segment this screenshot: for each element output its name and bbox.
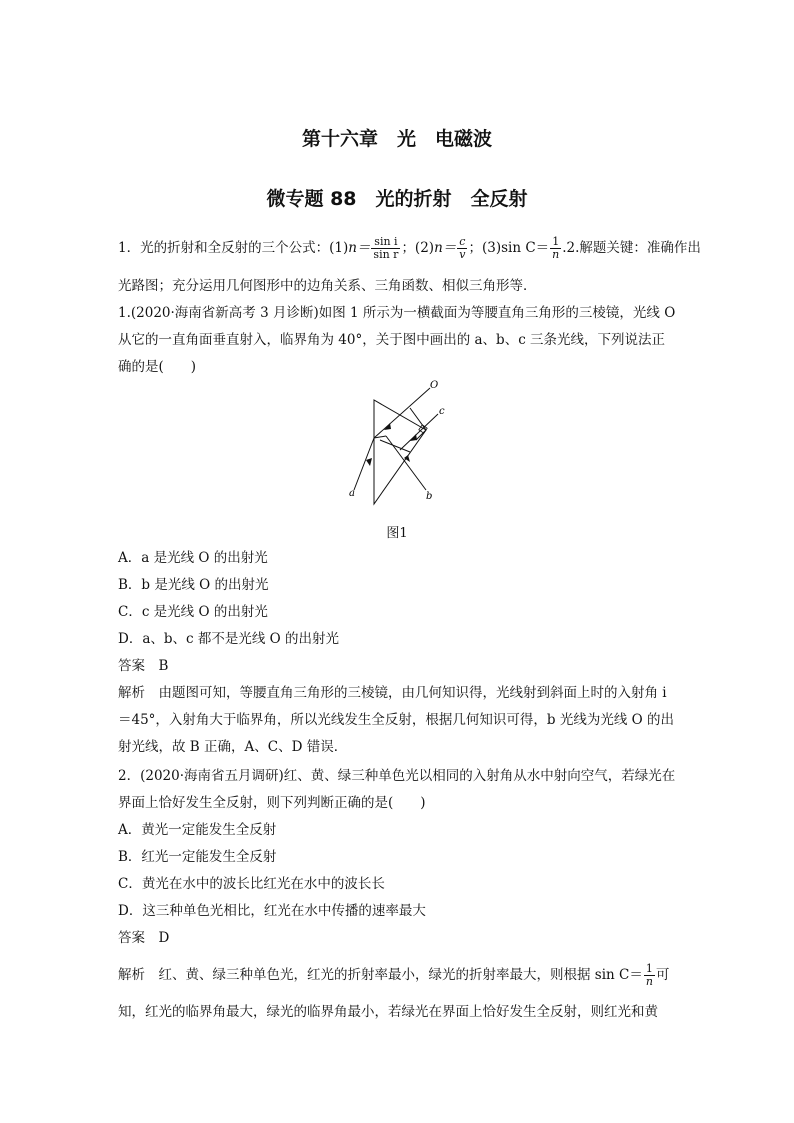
q1-analysis-line-1: 解析 由题图可知，等腰直角三角形的三棱镜，由几何知识得，光线射到斜面上时的入射角 i: [118, 685, 667, 701]
formula-3-numerator: 1: [550, 236, 561, 249]
q1-answer: 答案 B: [118, 658, 169, 674]
q2-option-a: A．黄光一定能发生全反射: [118, 822, 277, 838]
ray-o: [374, 388, 430, 438]
q2-option-d: D．这三种单色光相比，红光在水中传播的速率最大: [118, 903, 426, 919]
formula-1-lhs: n＝: [348, 240, 371, 256]
q2-answer: 答案 D: [118, 930, 170, 946]
label-a: a: [349, 488, 355, 499]
intro-suffix: .2.解题关键：准确作出: [562, 240, 701, 256]
formula-1-fraction: [371, 236, 400, 261]
q1-stem-line-2: 从它的一直角面垂直射入，临界角为 40°，关于图中画出的 a、b、c 三条光线，下列说法正: [118, 332, 666, 348]
q2-option-c: C．黄光在水中的波长比红光在水中的波长长: [118, 876, 385, 892]
q2-analysis-prefix: 解析 红、黄、绿三种单色光，红光的折射率最小，绿光的折射率最大，则根据 sin C＝: [118, 967, 643, 983]
formula-2-denominator: v: [459, 248, 466, 261]
formula-2-numerator: c: [457, 236, 467, 249]
formula-2-fraction: [457, 236, 467, 261]
formula-1-numerator: sin i: [371, 236, 400, 249]
intro-line-2: 光路图；充分运用几何图形中的边角关系、三角函数、相似三角形等．: [118, 278, 537, 294]
prism-edge-lines: [410, 408, 426, 440]
formula-3-fraction: [550, 236, 561, 261]
q1-stem-line-1: 1.(2020·海南省新高考 3 月诊断)如图 1 所示为一横截面为等腰直角三角形的三棱镜，光线 O: [118, 305, 676, 321]
q1-stem-line-3: 确的是( ): [118, 359, 197, 375]
q1-analysis-line-3: 射光线，故 B 正确，A、C、D 错误．: [118, 739, 348, 755]
ray-c-arrow: [410, 434, 417, 441]
q1-option-b: B．b 是光线 O 的出射光: [118, 577, 269, 593]
intro-prefix: 1．光的折射和全反射的三个公式：(1): [118, 240, 349, 256]
q1-option-a: A．a 是光线 O 的出射光: [118, 550, 268, 566]
intro-formula-line: [118, 235, 701, 261]
q1-option-d: D．a、b、c 都不是光线 O 的出射光: [118, 631, 340, 647]
ray-o-arrow: [384, 423, 391, 430]
q1-option-c: C．c 是光线 O 的出射光: [118, 604, 268, 620]
q2-analysis-suffix: 可: [655, 967, 670, 983]
formula-3-denominator: n: [552, 248, 560, 261]
prism-triangle: [374, 400, 426, 504]
intro-sep-1: ；(2): [401, 240, 435, 256]
q2-analysis-line-1: [118, 963, 680, 988]
figure-caption: 图1: [386, 526, 408, 541]
q2-analysis-denominator: n: [645, 975, 653, 988]
chapter-title: 第十六章 光 电磁波: [301, 128, 492, 150]
q2-stem-line-2: 界面上恰好发生全反射，则下列判断正确的是( ): [118, 795, 426, 811]
q2-analysis-numerator: 1: [644, 963, 655, 976]
ray-reflected: [380, 440, 410, 452]
q2-analysis-line-2: 知，红光的临界角最大，绿光的临界角最小，若绿光在界面上恰好发生全反射，则红光和黄: [118, 1004, 658, 1020]
label-b: b: [426, 491, 433, 502]
intro-sep-2: ；(3)sin C＝: [468, 240, 550, 256]
label-o: O: [430, 380, 439, 391]
q1-analysis-line-2: ＝45°，入射角大于临界角，所以光线发生全反射，根据几何知识可得，b 光线为光线 O 的出: [118, 712, 675, 728]
q2-analysis-fraction: [644, 963, 655, 988]
ray-a: [354, 438, 374, 490]
formula-2-lhs: n＝: [434, 240, 457, 256]
ray-c: [400, 414, 438, 450]
formula-1-denominator: sin r: [373, 248, 399, 261]
prism-figure: [340, 378, 450, 508]
q2-stem-line-1: 2．(2020·海南省五月调研)红、黄、绿三种单色光以相同的入射角从水中射向空气，若绿光在: [118, 768, 676, 784]
ray-a-arrow: [366, 458, 372, 466]
label-c: c: [439, 406, 445, 417]
q2-option-b: B．红光一定能发生全反射: [118, 849, 277, 865]
topic-title: 微专题 88 光的折射 全反射: [266, 188, 528, 210]
